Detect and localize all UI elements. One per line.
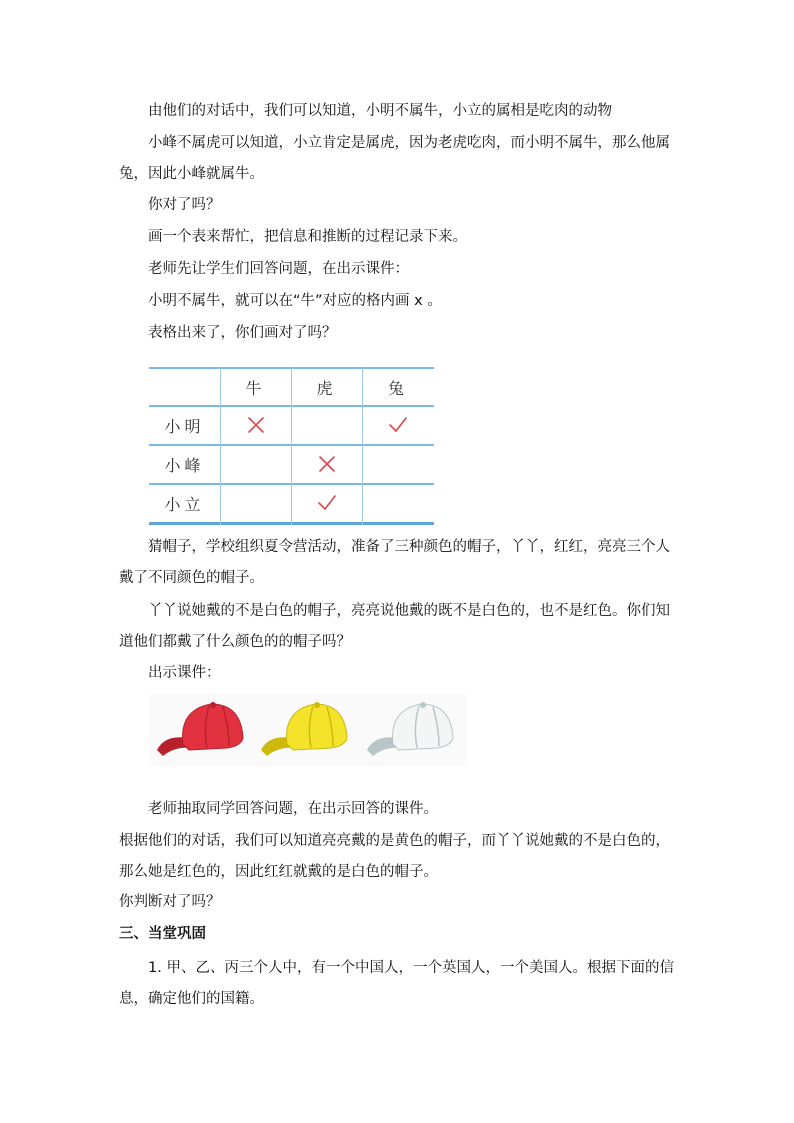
column-header-rabbit: 兔 <box>387 378 408 398</box>
check-mark-icon <box>388 415 408 435</box>
paragraph-12: 根据他们的对话，我们可以知道亮亮戴的是黄色的帽子，而丫丫说她戴的不是白色的，那么她是红色的，因此红红就戴的是白色的帽子。 <box>119 833 670 880</box>
caps-illustration <box>149 694 467 766</box>
cross-mark-icon <box>317 454 337 474</box>
paragraph-13: 你判断对了吗？ <box>119 894 221 910</box>
paragraph-1: 由他们的对话中，我们可以知道，小明不属牛，小立的属相是吃肉的动物 <box>148 103 612 119</box>
white-cap-image <box>363 698 458 760</box>
row-header-xiaofeng: 小峰 <box>164 456 205 475</box>
paragraph-11: 老师抽取同学回答问题，在出示回答的课件。 <box>148 801 438 817</box>
column-header-ox: 牛 <box>245 378 266 398</box>
yellow-cap-image <box>257 698 352 760</box>
paragraph-4: 画一个表来帮忙，把信息和推断的过程记录下来。 <box>148 229 467 245</box>
row-header-xiaoli: 小立 <box>164 495 205 514</box>
paragraph-14: 1. 甲、乙、丙三个人中，有一个中国人，一个英国人，一个美国人。根据下面的信息，确定他们的国籍。 <box>119 960 674 1007</box>
paragraph-6: 小明不属牛，就可以在“牛”对应的格内画 x 。 <box>148 293 442 309</box>
red-cap-image <box>153 698 248 760</box>
row-header-xiaoming: 小明 <box>164 417 205 436</box>
paragraph-3: 你对了吗？ <box>148 197 221 213</box>
paragraph-10: 出示课件： <box>148 665 221 681</box>
section-heading: 三、当堂巩固 <box>119 926 206 942</box>
paragraph-8: 猜帽子，学校组织夏令营活动，准备了三种颜色的帽子，丫丫，红红，亮亮三个人戴了不同颜色的帽子。 <box>119 539 670 586</box>
paragraph-5: 老师先让学生们回答问题，在出示课件： <box>148 261 409 277</box>
check-mark-icon <box>317 493 337 513</box>
paragraph-7: 表格出来了，你们画对了吗？ <box>148 325 337 341</box>
column-header-tiger: 虎 <box>316 378 337 398</box>
cross-mark-icon <box>246 415 266 435</box>
paragraph-2: 小峰不属虎可以知道，小立肯定是属虎，因为老虎吃肉，而小明不属牛，那么他属兔，因此小峰就属牛。 <box>119 135 670 182</box>
zodiac-table <box>149 367 434 525</box>
paragraph-9: 丫丫说她戴的不是白色的帽子，亮亮说他戴的既不是白色的，也不是红色。你们知道他们都戴了什么颜色的的帽子吗？ <box>119 603 670 650</box>
